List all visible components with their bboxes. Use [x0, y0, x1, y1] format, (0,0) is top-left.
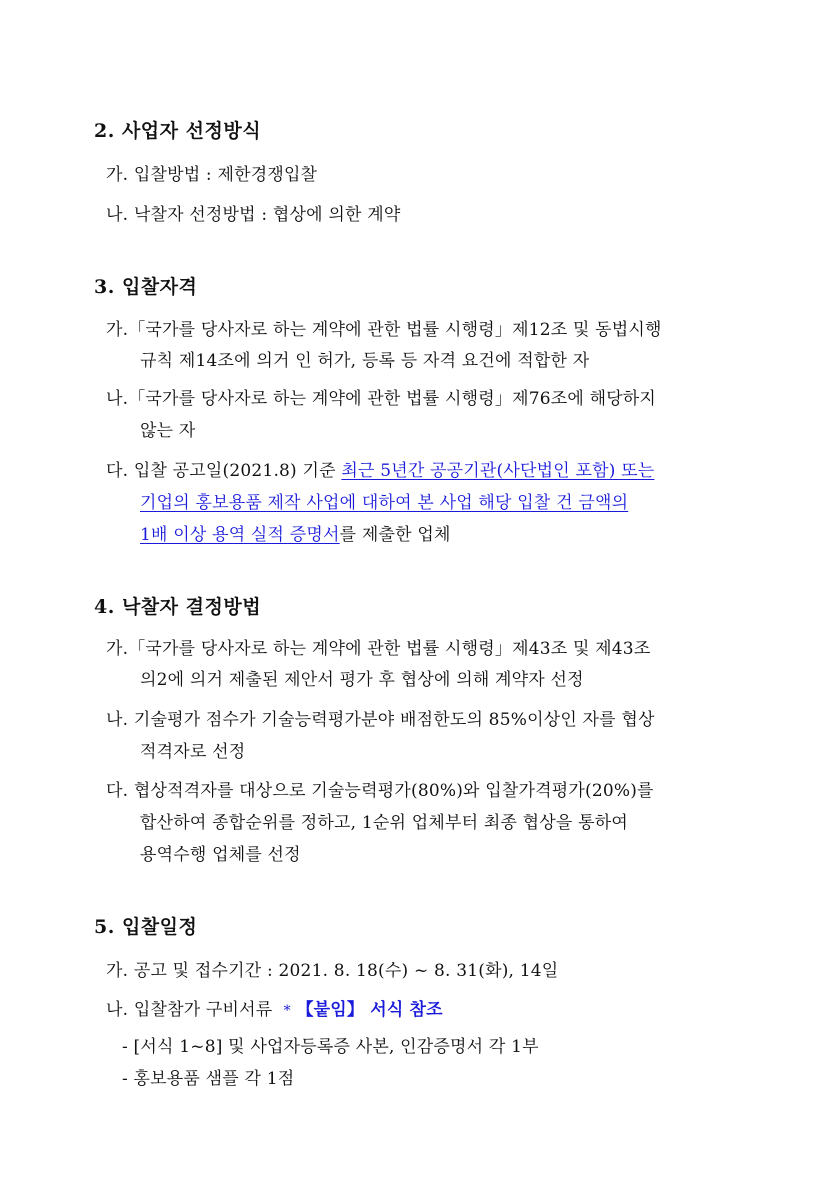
s5-item-b-label: 나. 입찰참가 구비서류 [106, 1000, 284, 1020]
section-2-title: 2. 사업자 선정방식 [94, 120, 262, 142]
section-5-title: 5. 입찰일정 [94, 916, 198, 938]
s2-item-b: 나. 낙찰자 선정방법 : 협상에 의한 계약 [106, 205, 401, 225]
asterisk-icon: * [283, 1003, 291, 1019]
s3-item-c-highlight-2: 기업의 홍보용품 제작 사업에 대하여 본 사업 해당 입찰 건 금액의 [140, 493, 629, 513]
s3-item-c-highlight-3: 1배 이상 용역 실적 증명서 [140, 525, 340, 545]
s5-item-a: 가. 공고 및 접수기간 : 2021. 8. 18(수) ~ 8. 31(화), 14일 [106, 961, 559, 981]
s4-item-c-line2: 합산하여 종합순위를 정하고, 1순위 업체부터 최종 협상을 통하여 [140, 813, 629, 833]
s5-dash-item-2: - 홍보용품 샘플 각 1점 [122, 1069, 295, 1089]
s4-item-c-line3: 용역수행 업체를 선정 [140, 845, 301, 865]
s3-item-c-line1 [106, 456, 654, 481]
s3-item-a-line2: 규칙 제14조에 의거 인 허가, 등록 등 자격 요건에 적합한 자 [140, 351, 590, 371]
section-4-title: 4. 낙찰자 결정방법 [94, 596, 262, 618]
s3-item-a-line1: 가.「국가를 당사자로 하는 계약에 관한 법률 시행령」제12조 및 동법시행 [106, 320, 662, 340]
s4-item-a-line2: 의2에 의거 제출된 제안서 평가 후 협상에 의해 계약자 선정 [140, 670, 584, 690]
s3-item-b-line2: 않는 자 [140, 421, 196, 441]
section-3-title: 3. 입찰자격 [94, 276, 198, 298]
s3-item-c-prefix: 다. 입찰 공고일(2021.8) 기준 [106, 461, 342, 481]
s4-item-c-line1: 다. 협상적격자를 대상으로 기술능력평가(80%)와 입찰가격평가(20%)를 [106, 781, 654, 801]
s4-item-b-line2: 적격자로 선정 [140, 742, 246, 762]
s5-dash-item-1: - [서식 1~8] 및 사업자등록증 사본, 인감증명서 각 1부 [122, 1037, 539, 1057]
attachment-reference: 【붙임】 서식 참조 [296, 1000, 443, 1020]
s5-item-b [106, 995, 443, 1020]
s3-item-b-line1: 나.「국가를 당사자로 하는 계약에 관한 법률 시행령」제76조에 해당하지 [106, 389, 657, 409]
s3-item-c-highlight-1: 최근 5년간 공공기관(사단법인 포함) 또는 [341, 461, 655, 481]
s3-item-c-line3 [140, 520, 451, 545]
s3-item-c-line2 [140, 488, 628, 513]
s4-item-b-line1: 나. 기술평가 점수가 기술능력평가분야 배점한도의 85%이상인 자를 협상 [106, 710, 655, 730]
s2-item-a: 가. 입찰방법 : 제한경쟁입찰 [106, 165, 318, 185]
s3-item-c-suffix: 를 제출한 업체 [339, 525, 451, 545]
s4-item-a-line1: 가.「국가를 당사자로 하는 계약에 관한 법률 시행령」제43조 및 제43조 [106, 639, 651, 659]
